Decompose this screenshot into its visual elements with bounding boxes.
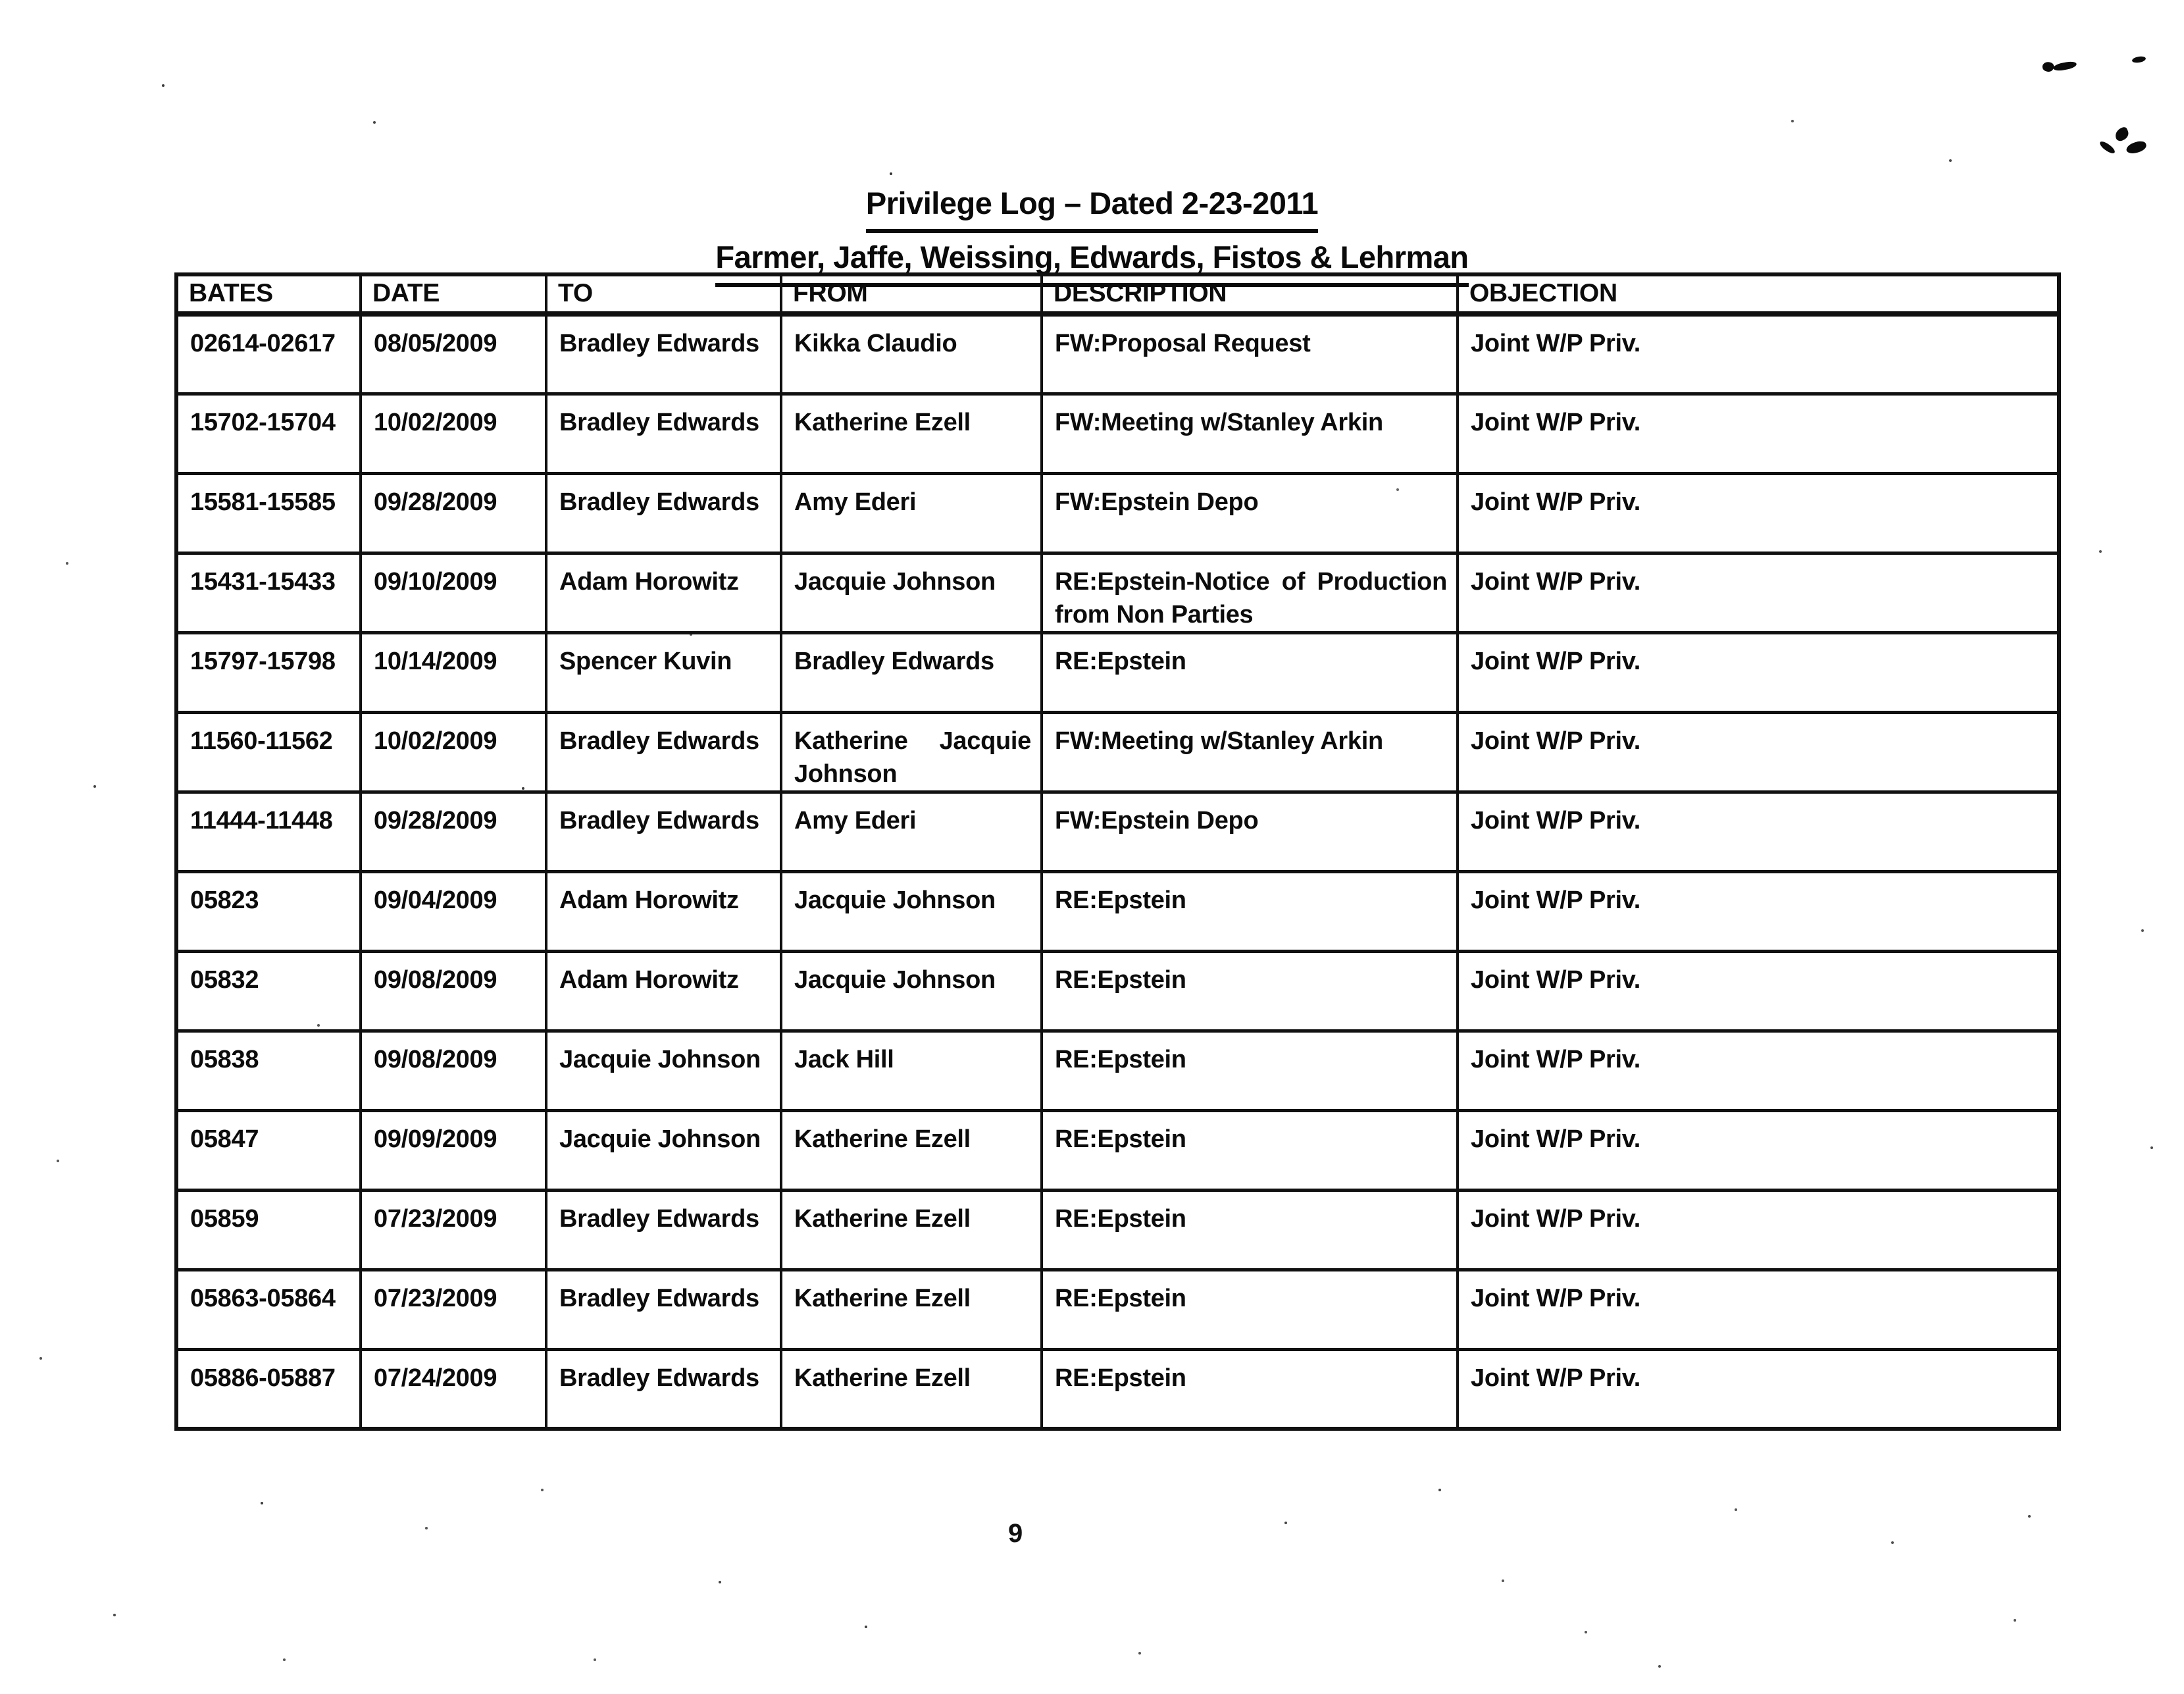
cell-to: Bradley Edwards xyxy=(546,394,781,473)
cell-objection: Joint W/P Priv. xyxy=(1458,1110,2059,1190)
cell-from: Amy Ederi xyxy=(781,792,1042,871)
ink-mark xyxy=(2131,55,2146,64)
scan-specks xyxy=(0,0,3,3)
table-row xyxy=(176,1031,2059,1110)
cell-date: 07/23/2009 xyxy=(361,1270,546,1349)
cell-to: Bradley Edwards xyxy=(546,712,781,792)
column-header-date: DATE xyxy=(361,274,546,314)
title-line-2: Farmer, Jaffe, Weissing, Edwards, Fistos & Lehrman xyxy=(0,233,2184,287)
cell-from: Bradley Edwards xyxy=(781,632,1042,712)
column-header-objection: OBJECTION xyxy=(1458,274,2059,314)
cell-description: RE:Epstein xyxy=(1042,632,1458,712)
cell-bates: 05823 xyxy=(176,871,361,951)
table-row xyxy=(176,792,2059,871)
cell-date: 08/05/2009 xyxy=(361,314,546,394)
cell-date: 07/23/2009 xyxy=(361,1190,546,1270)
cell-date: 09/09/2009 xyxy=(361,1110,546,1190)
cell-description: RE:Epstein xyxy=(1042,1110,1458,1190)
column-header-from: FROM xyxy=(781,274,1042,314)
cell-from: Amy Ederi xyxy=(781,473,1042,553)
table-row xyxy=(176,394,2059,473)
document-title xyxy=(0,179,2184,287)
cell-date: 09/04/2009 xyxy=(361,871,546,951)
cell-description: FW:Proposal Request xyxy=(1042,314,1458,394)
title-line-1: Privilege Log – Dated 2-23-2011 xyxy=(0,179,2184,233)
cell-to: Jacquie Johnson xyxy=(546,1031,781,1110)
table-row xyxy=(176,632,2059,712)
cell-from: Jacquie Johnson xyxy=(781,951,1042,1031)
cell-from: Katherine Ezell xyxy=(781,1270,1042,1349)
cell-to: Adam Horowitz xyxy=(546,553,781,632)
cell-date: 10/02/2009 xyxy=(361,712,546,792)
cell-bates: 11560-11562 xyxy=(176,712,361,792)
cell-to: Adam Horowitz xyxy=(546,871,781,951)
cell-bates: 05863-05864 xyxy=(176,1270,361,1349)
page-number: 9 xyxy=(1008,1519,1023,1548)
cell-objection: Joint W/P Priv. xyxy=(1458,1270,2059,1349)
cell-bates: 15702-15704 xyxy=(176,394,361,473)
table-row xyxy=(176,314,2059,394)
cell-objection: Joint W/P Priv. xyxy=(1458,473,2059,553)
cell-objection: Joint W/P Priv. xyxy=(1458,951,2059,1031)
cell-objection: Joint W/P Priv. xyxy=(1458,553,2059,632)
cell-from: Katherine Jacquie Johnson xyxy=(781,712,1042,792)
cell-from: Jacquie Johnson xyxy=(781,871,1042,951)
cell-description: RE:Epstein xyxy=(1042,1270,1458,1349)
cell-from: Jack Hill xyxy=(781,1031,1042,1110)
cell-date: 10/02/2009 xyxy=(361,394,546,473)
cell-bates: 05832 xyxy=(176,951,361,1031)
privilege-log-table xyxy=(174,272,2061,1431)
cell-to: Bradley Edwards xyxy=(546,1190,781,1270)
cell-from: Kikka Claudio xyxy=(781,314,1042,394)
cell-date: 07/24/2009 xyxy=(361,1349,546,1429)
table-row xyxy=(176,473,2059,553)
cell-to: Bradley Edwards xyxy=(546,314,781,394)
cell-date: 09/28/2009 xyxy=(361,792,546,871)
cell-objection: Joint W/P Priv. xyxy=(1458,1349,2059,1429)
cell-objection: Joint W/P Priv. xyxy=(1458,871,2059,951)
cell-objection: Joint W/P Priv. xyxy=(1458,712,2059,792)
cell-description: FW:Epstein Depo xyxy=(1042,473,1458,553)
cell-description: RE:Epstein-Notice of Production from Non Parties xyxy=(1042,553,1458,632)
cell-from: Katherine Ezell xyxy=(781,1349,1042,1429)
cell-bates: 05847 xyxy=(176,1110,361,1190)
cell-description: RE:Epstein xyxy=(1042,951,1458,1031)
table-row xyxy=(176,553,2059,632)
cell-objection: Joint W/P Priv. xyxy=(1458,314,2059,394)
table-row xyxy=(176,871,2059,951)
cell-to: Spencer Kuvin xyxy=(546,632,781,712)
cell-bates: 05859 xyxy=(176,1190,361,1270)
table-row xyxy=(176,1190,2059,1270)
cell-objection: Joint W/P Priv. xyxy=(1458,394,2059,473)
cell-to: Bradley Edwards xyxy=(546,1270,781,1349)
cell-date: 10/14/2009 xyxy=(361,632,546,712)
cell-description: FW:Meeting w/Stanley Arkin xyxy=(1042,712,1458,792)
cell-from: Jacquie Johnson xyxy=(781,553,1042,632)
cell-to: Jacquie Johnson xyxy=(546,1110,781,1190)
cell-bates: 02614-02617 xyxy=(176,314,361,394)
header-row xyxy=(176,274,2059,314)
cell-date: 09/10/2009 xyxy=(361,553,546,632)
cell-from: Katherine Ezell xyxy=(781,1110,1042,1190)
cell-bates: 15797-15798 xyxy=(176,632,361,712)
cell-description: FW:Epstein Depo xyxy=(1042,792,1458,871)
table-row xyxy=(176,1349,2059,1429)
cell-description: RE:Epstein xyxy=(1042,1190,1458,1270)
ink-mark xyxy=(2113,126,2131,142)
cell-bates: 05838 xyxy=(176,1031,361,1110)
cell-description: RE:Epstein xyxy=(1042,871,1458,951)
cell-objection: Joint W/P Priv. xyxy=(1458,792,2059,871)
cell-from: Katherine Ezell xyxy=(781,1190,1042,1270)
cell-from: Katherine Ezell xyxy=(781,394,1042,473)
cell-bates: 11444-11448 xyxy=(176,792,361,871)
ink-mark xyxy=(2052,61,2077,72)
column-header-to: TO xyxy=(546,274,781,314)
cell-description: RE:Epstein xyxy=(1042,1031,1458,1110)
cell-date: 09/08/2009 xyxy=(361,1031,546,1110)
cell-bates: 15581-15585 xyxy=(176,473,361,553)
cell-to: Bradley Edwards xyxy=(546,792,781,871)
ink-mark xyxy=(2125,140,2147,155)
cell-to: Adam Horowitz xyxy=(546,951,781,1031)
cell-date: 09/28/2009 xyxy=(361,473,546,553)
cell-date: 09/08/2009 xyxy=(361,951,546,1031)
table-row xyxy=(176,951,2059,1031)
column-header-description: DESCRIPTION xyxy=(1042,274,1458,314)
cell-bates: 05886-05887 xyxy=(176,1349,361,1429)
table-row xyxy=(176,1270,2059,1349)
cell-objection: Joint W/P Priv. xyxy=(1458,632,2059,712)
cell-to: Bradley Edwards xyxy=(546,1349,781,1429)
cell-description: RE:Epstein xyxy=(1042,1349,1458,1429)
cell-to: Bradley Edwards xyxy=(546,473,781,553)
cell-objection: Joint W/P Priv. xyxy=(1458,1031,2059,1110)
cell-objection: Joint W/P Priv. xyxy=(1458,1190,2059,1270)
table-row xyxy=(176,712,2059,792)
ink-mark xyxy=(2098,140,2117,155)
column-header-bates: BATES xyxy=(176,274,361,314)
cell-bates: 15431-15433 xyxy=(176,553,361,632)
cell-description: FW:Meeting w/Stanley Arkin xyxy=(1042,394,1458,473)
table-row xyxy=(176,1110,2059,1190)
